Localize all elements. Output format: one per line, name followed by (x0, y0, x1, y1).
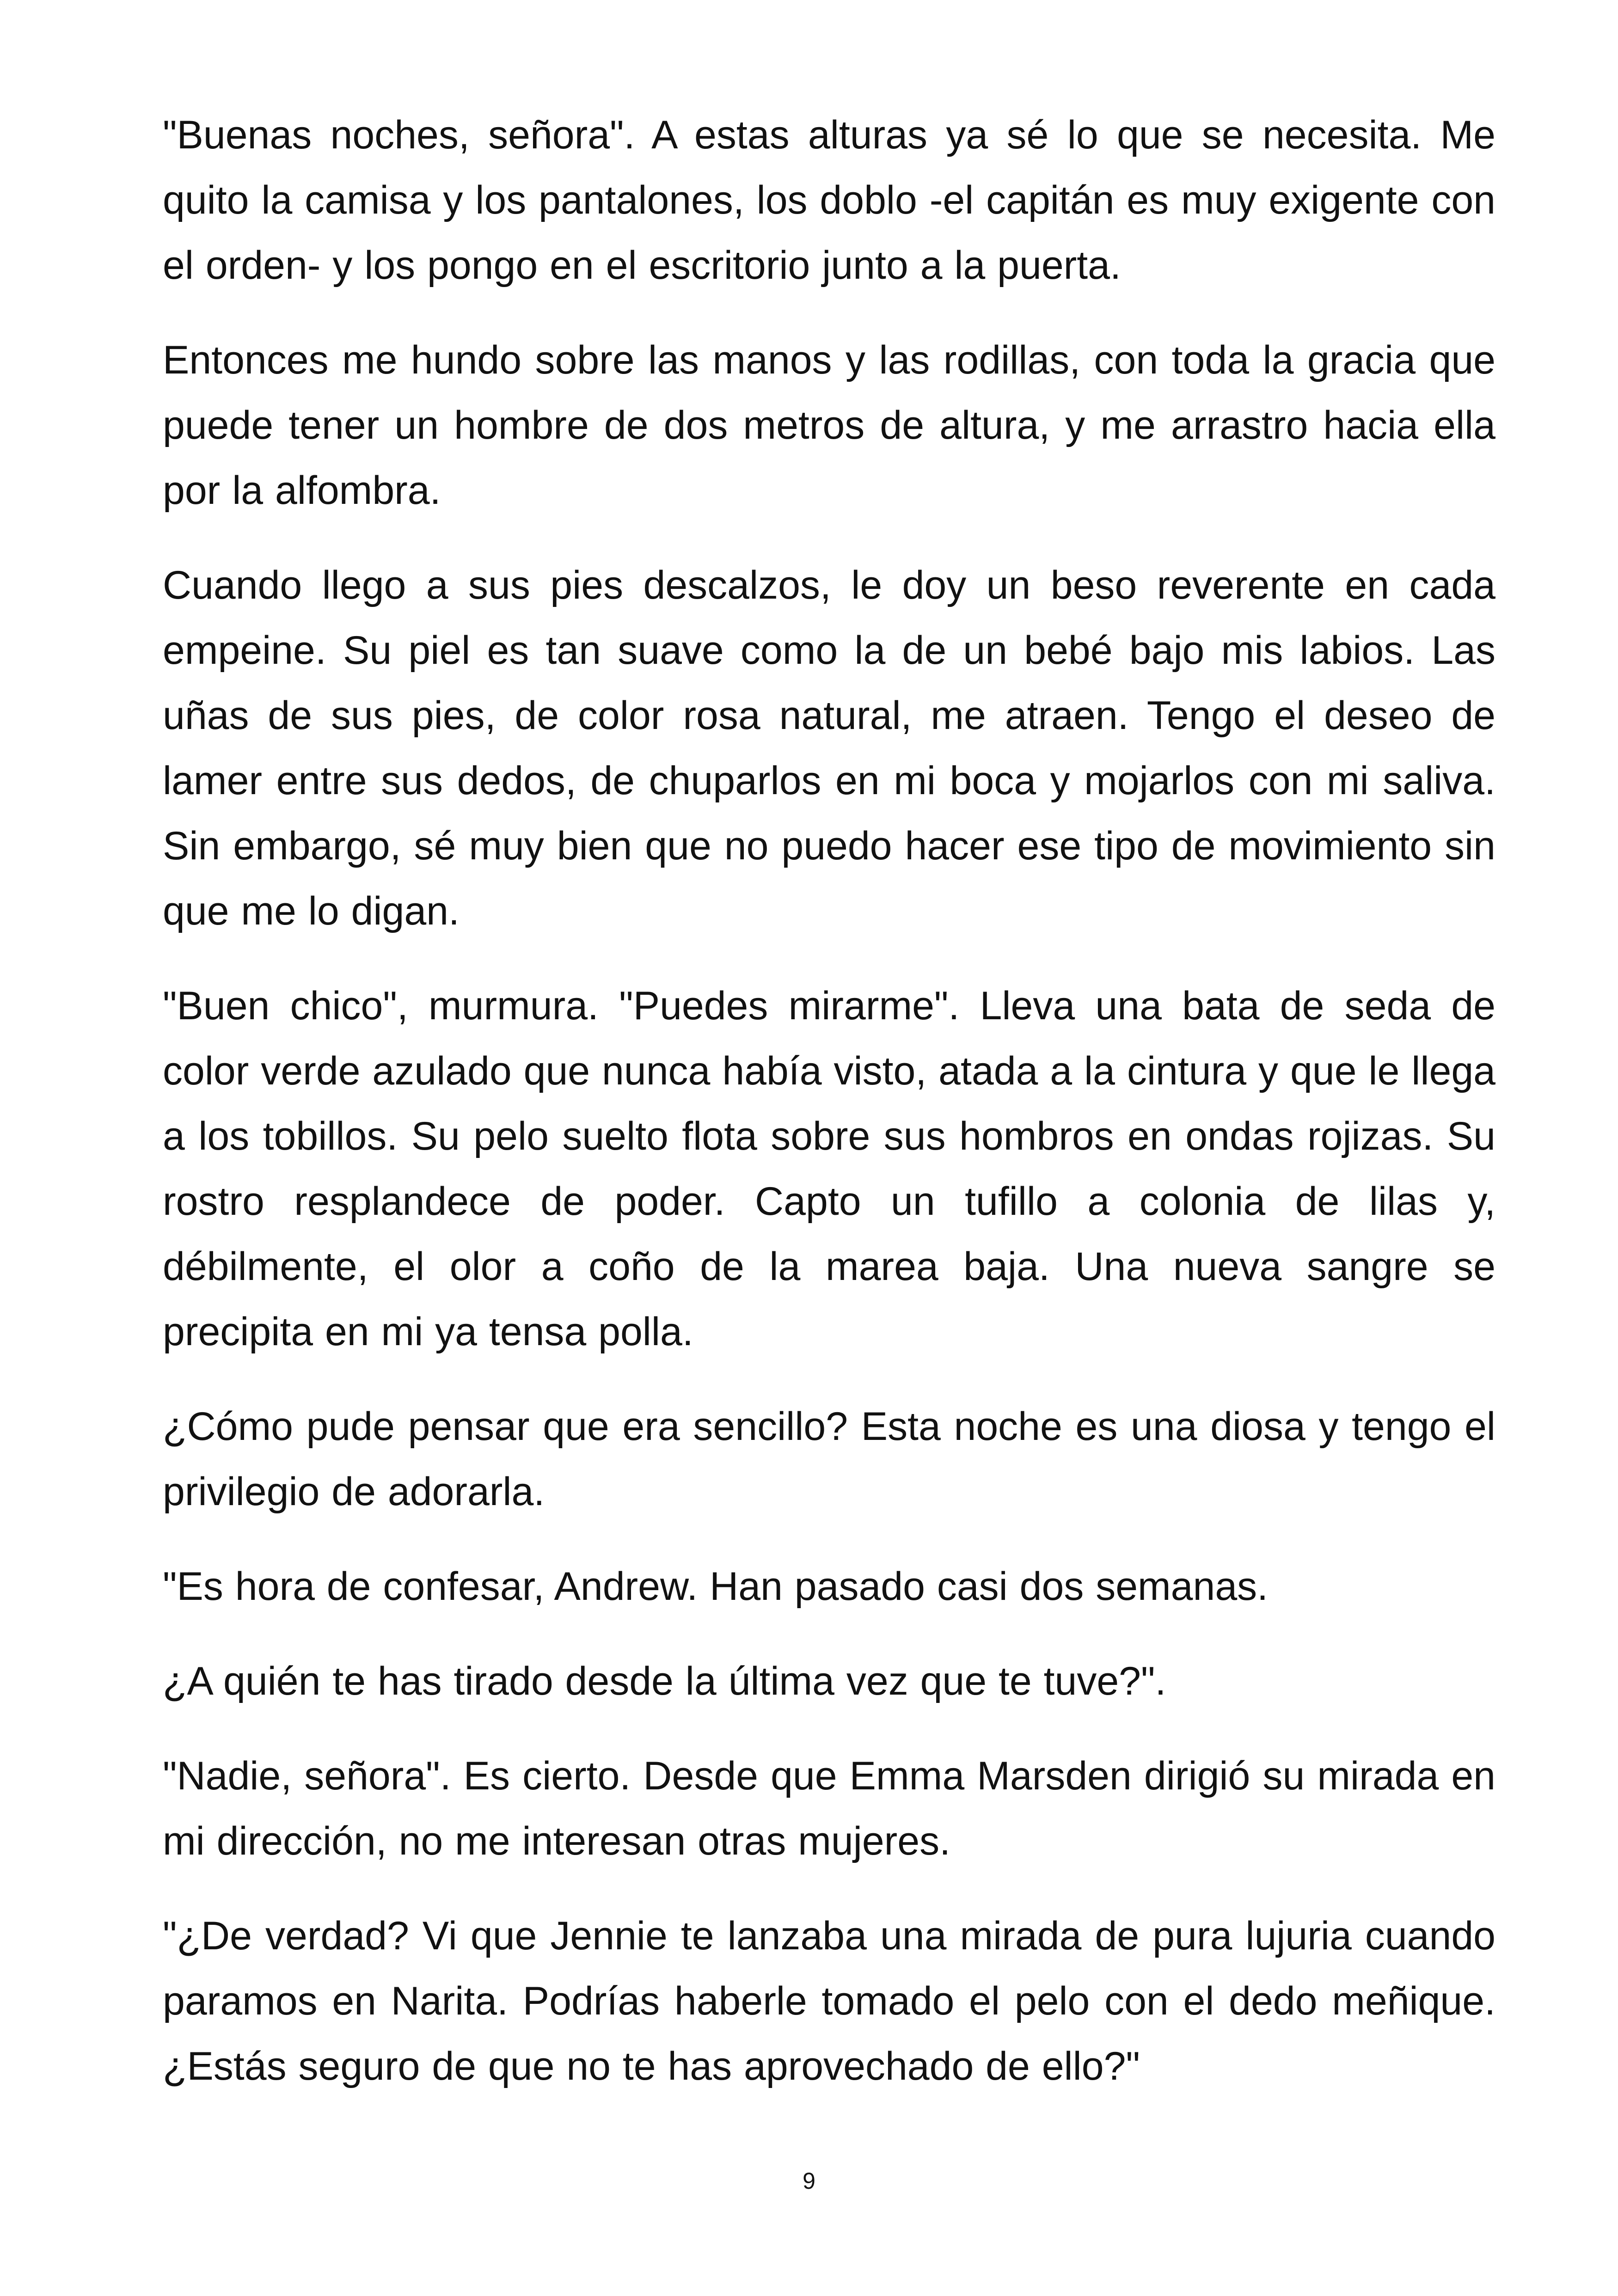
paragraph: "Es hora de confesar, Andrew. Han pasado casi dos semanas. (163, 1564, 1269, 1609)
paragraph: "¿De verdad? Vi que Jennie te lanzaba una mirada de pura lujuria cuando paramos en Narita. Podrías haberle tomado el pelo con el dedo meñique. ¿Estás seguro de que no te has aprovechado de ello?" (163, 1914, 1495, 2088)
body-text (163, 103, 1495, 2129)
paragraph: Cuando llego a sus pies descalzos, le doy un beso reverente en cada empeine. Su piel es tan suave como la de un bebé bajo mis labios. Las uñas de sus pies, de color rosa natural, me atraen. Tengo el deseo de lamer entre sus dedos, de chuparlos en mi boca y mojarlos con mi saliva. Sin embargo, sé muy bien que no puedo hacer ese tipo de movimiento sin que me lo digan. (163, 563, 1495, 933)
paragraph: Entonces me hundo sobre las manos y las rodillas, con toda la gracia que puede tener un hombre de dos metros de altura, y me arrastro hacia ella por la alfombra. (163, 338, 1495, 513)
paragraph: ¿A quién te has tirado desde la última vez que te tuve?". (163, 1659, 1166, 1703)
paragraph: ¿Cómo pude pensar que era sencillo? Esta noche es una diosa y tengo el privilegio de adorarla. (163, 1404, 1495, 1514)
paragraph: "Buen chico", murmura. "Puedes mirarme". Lleva una bata de seda de color verde azulado que nunca había visto, atada a la cintura y que le llega a los tobillos. Su pelo suelto flota sobre sus hombros en ondas rojizas. Su rostro resplandece de poder. Capto un tufillo a colonia de lilas y, débilmente, el olor a coño de la marea baja. Una nueva sangre se precipita en mi ya tensa polla. (163, 984, 1495, 1354)
paragraph: "Buenas noches, señora". A estas alturas ya sé lo que se necesita. Me quito la camisa y los pantalones, los doblo -el capitán es muy exigente con el orden- y los pongo en el escritorio junto a la puerta. (163, 113, 1495, 288)
page-number: 9 (803, 2168, 815, 2194)
paragraph: "Nadie, señora". Es cierto. Desde que Emma Marsden dirigió su mirada en mi dirección, no me interesan otras mujeres. (163, 1754, 1495, 1863)
